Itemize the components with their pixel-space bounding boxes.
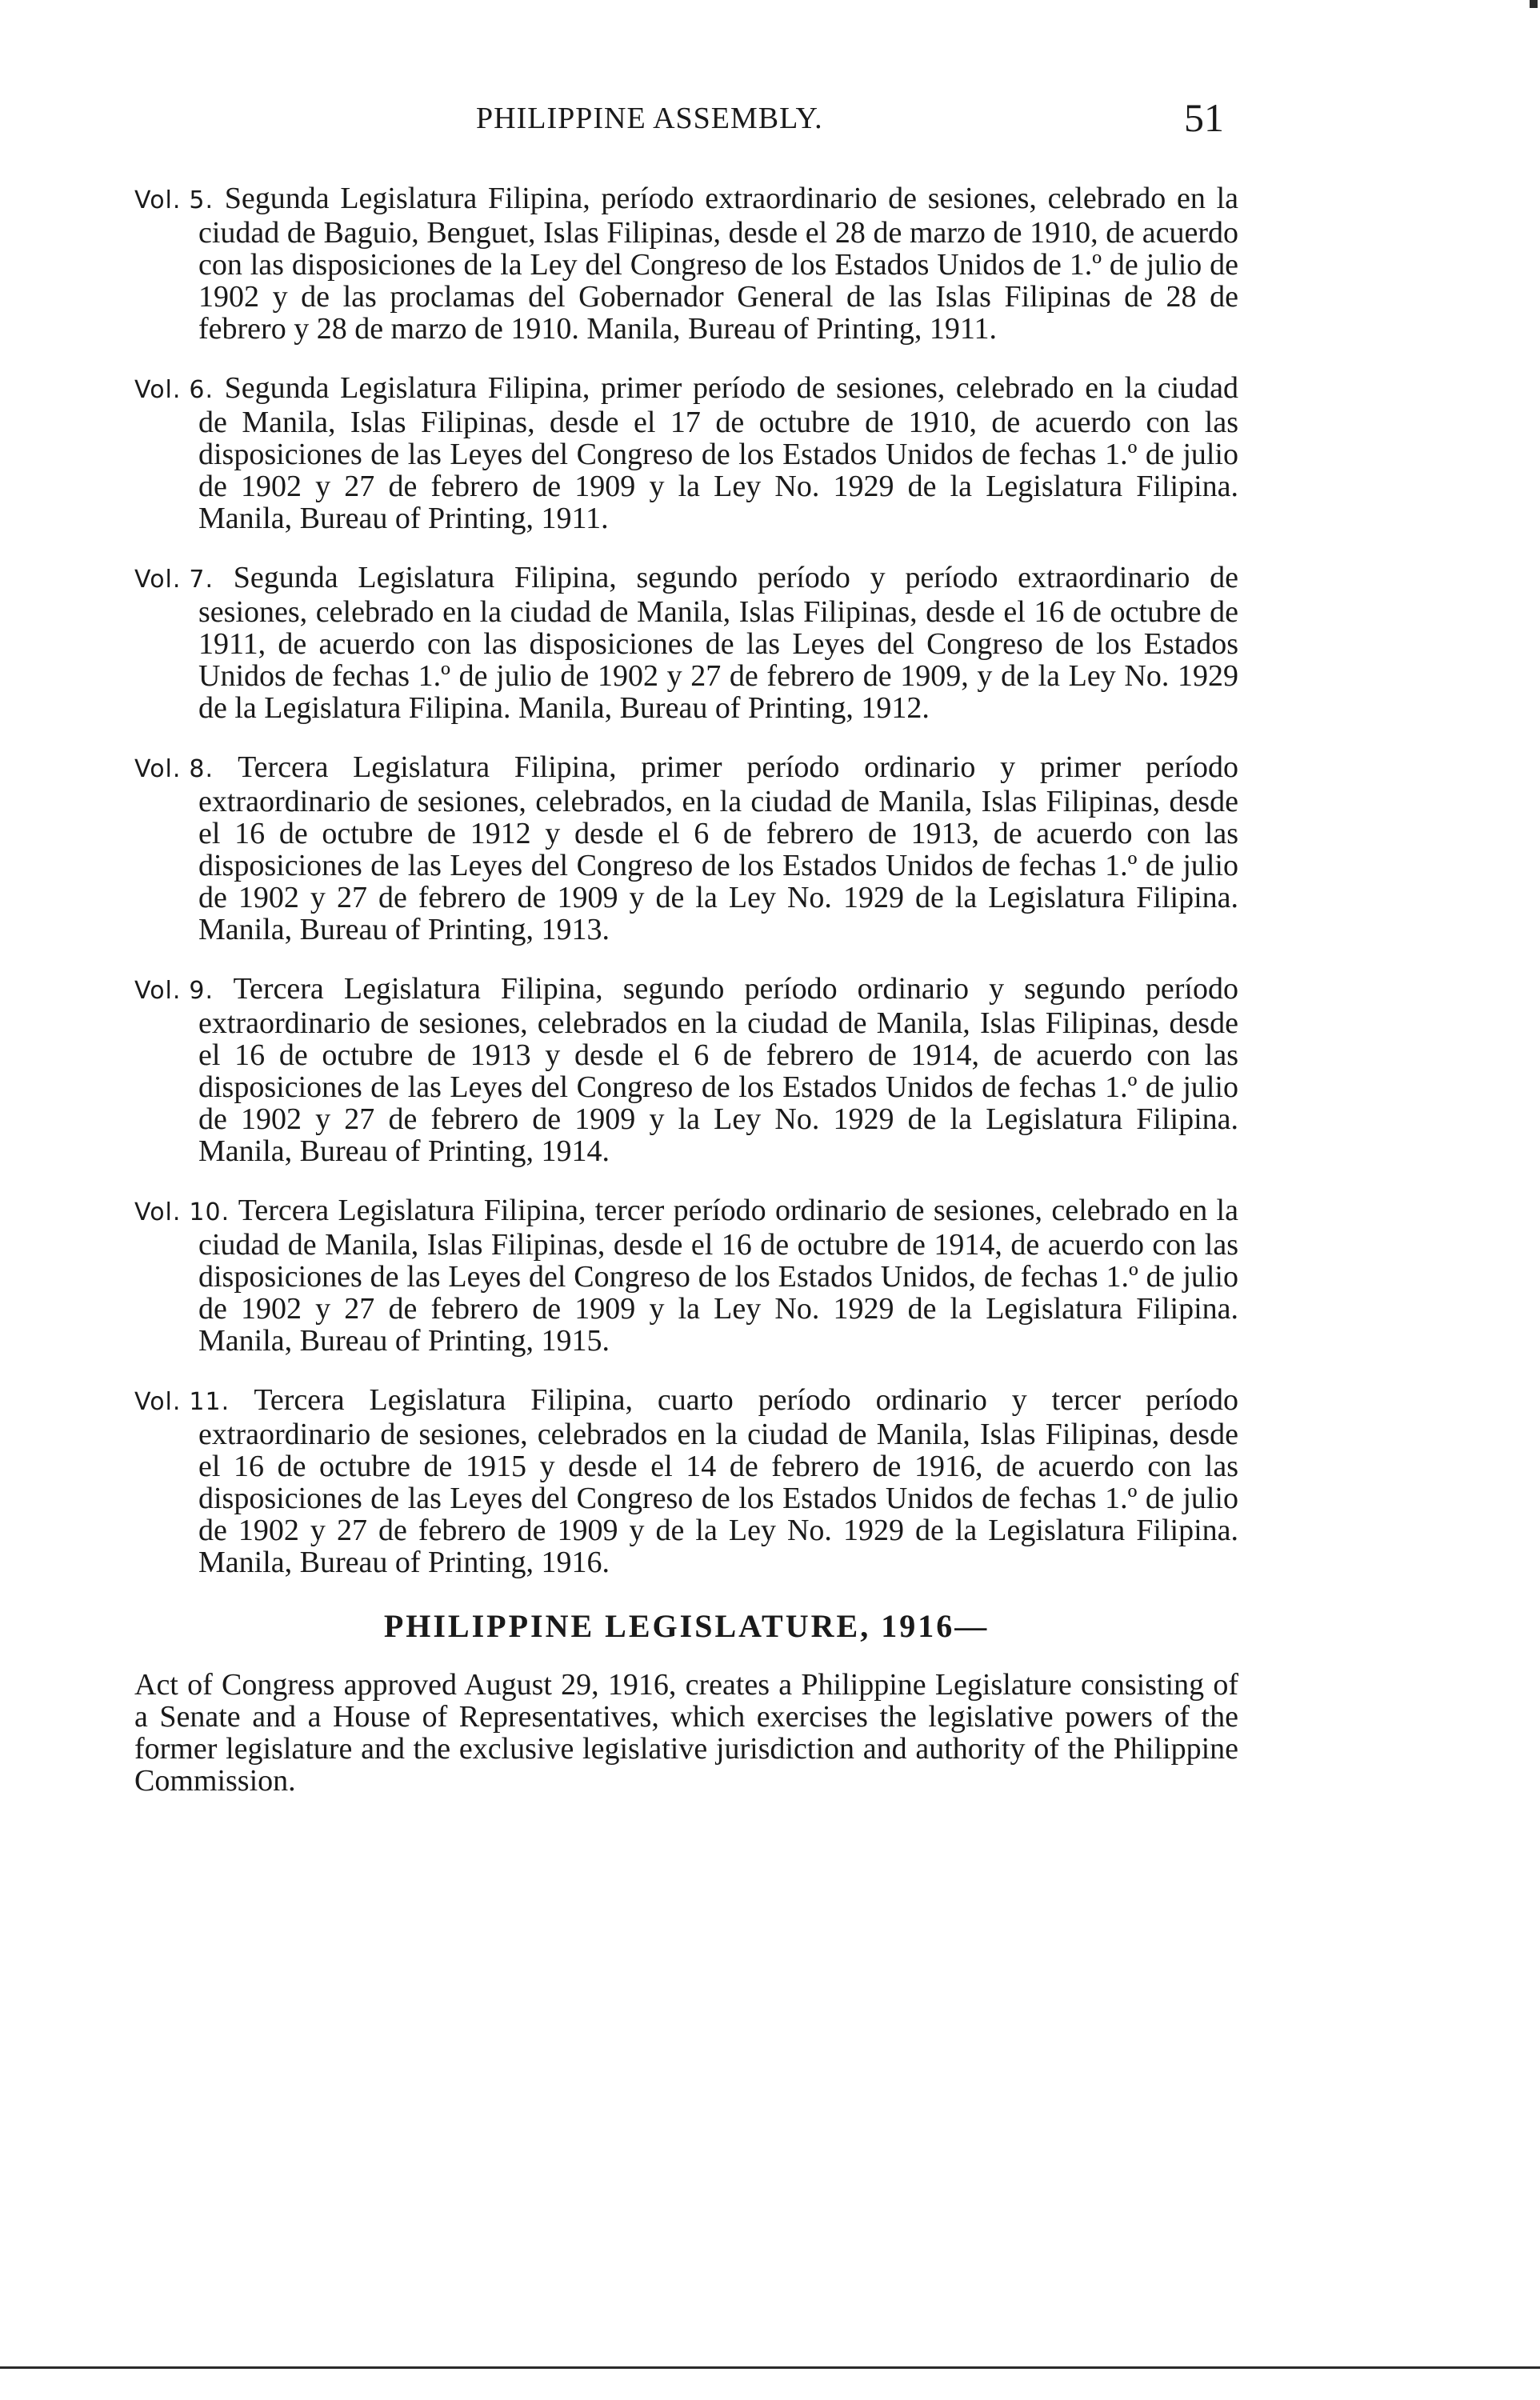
volume-entry [134, 562, 1238, 724]
volume-label: Vol. 7. [134, 566, 214, 594]
volume-description: Segunda Legislatura Filipina, primer período de sesiones, celebrado en la ciudad de Manila, Islas Filipinas, desde el 17 de octubre de 1910, de acuerdo con las disposiciones de las Leyes del Congreso de los Estados Unidos de fechas 1.º de julio de 1902 y 27 de febrero de 1909 y la Ley No. 1929 de la Legislatura Filipina. Manila, Bureau of Printing, 1911. [198, 371, 1239, 535]
volume-label: Vol. 8. [134, 755, 214, 783]
volume-description: Tercera Legislatura Filipina, cuarto período ordinario y tercer período extraordinario de sesiones, celebrados en la ciudad de Manila, Islas Filipinas, desde el 16 de octubre de 1915 y desde el 14 de febrero de 1916, de acuerdo con las disposiciones de las Leyes del Congreso de los Estados Unidos de fechas 1.º de julio de 1902 y 27 de febrero de 1909 y de la Ley No. 1929 de la Legislatura Filipina. Manila, Bureau of Printing, 1916. [198, 1383, 1238, 1579]
volume-entry [134, 1384, 1238, 1578]
volume-label: Vol. 9. [134, 977, 214, 1005]
volume-entry [134, 372, 1238, 534]
volume-label: Vol. 11. [134, 1388, 230, 1416]
volume-entry [134, 751, 1238, 946]
volume-description: Segunda Legislatura Filipina, segundo período y período extraordinario de sesiones, celebrado en la ciudad de Manila, Islas Filipinas, desde el 16 de octubre de 1911, de acuerdo con las disposiciones de las Leyes del Congreso de los Estados Unidos de fechas 1.º de julio de 1902 y 27 de febrero de 1909, y de la Ley No. 1929 de la Legislatura Filipina. Manila, Bureau of Printing, 1912. [198, 561, 1239, 725]
running-header [0, 94, 1540, 142]
volume-label: Vol. 5. [134, 186, 214, 214]
volume-description: Tercera Legislatura Filipina, tercer período ordinario de sesiones, celebrado en la ciudad de Manila, Islas Filipinas, desde el 16 de octubre de 1914, de acuerdo con las disposiciones de las Leyes del Congreso de los Estados Unidos, de fechas 1.º de julio de 1902 y 27 de febrero de 1909 y la Ley No. 1929 de la Legislatura Filipina. Manila, Bureau of Printing, 1915. [198, 1194, 1238, 1358]
volume-label: Vol. 10. [134, 1198, 230, 1226]
section-paragraph: Act of Congress approved August 29, 1916, creates a Philippine Legislature consisting of a Senate and a House of Representatives, which exercises the legislative powers of the former legislature and the exclusive legislative jurisdiction and authority of the Philippine Commission. [134, 1668, 1238, 1798]
scan-edge-mark [1530, 0, 1538, 8]
section-heading: PHILIPPINE LEGISLATURE, 1916— [383, 1608, 990, 1644]
running-title: PHILIPPINE ASSEMBLY. [476, 102, 823, 135]
volume-entry [134, 1194, 1238, 1357]
volume-entry [134, 973, 1238, 1167]
page-number: 51 [1184, 95, 1224, 140]
volume-description: Segunda Legislatura Filipina, período extraordinario de sesiones, celebrado en la ciudad de Baguio, Benguet, Islas Filipinas, desde el 28 de marzo de 1910, de acuerdo con las disposiciones de la Ley del Congreso de los Estados Unidos de 1.º de julio de 1902 y de las proclamas del Gobernador General de las Islas Filipinas de 28 de febrero y 28 de marzo de 1910. Manila, Bureau of Printing, 1911. [198, 182, 1239, 346]
volume-label: Vol. 6. [134, 376, 214, 404]
volume-entry [134, 182, 1238, 345]
body-text [134, 182, 1238, 1797]
volume-description: Tercera Legislatura Filipina, segundo período ordinario y segundo período extraordinario de sesiones, celebrados en la ciudad de Manila, Islas Filipinas, desde el 16 de octubre de 1913 y desde el 6 de febrero de 1914, de acuerdo con las disposiciones de las Leyes del Congreso de los Estados Unidos de fechas 1.º de julio de 1902 y 27 de febrero de 1909 y la Ley No. 1929 de la Legislatura Filipina. Manila, Bureau of Printing, 1914. [198, 972, 1238, 1168]
bottom-rule [0, 2366, 1540, 2369]
volume-description: Tercera Legislatura Filipina, primer período ordinario y primer período extraordinario de sesiones, celebrados, en la ciudad de Manila, Islas Filipinas, desde el 16 de octubre de 1912 y desde el 6 de febrero de 1913, de acuerdo con las disposiciones de las Leyes del Congreso de los Estados Unidos de fechas 1.º de julio de 1902 y 27 de febrero de 1909 y de la Ley No. 1929 de la Legislatura Filipina. Manila, Bureau of Printing, 1913. [198, 750, 1238, 946]
